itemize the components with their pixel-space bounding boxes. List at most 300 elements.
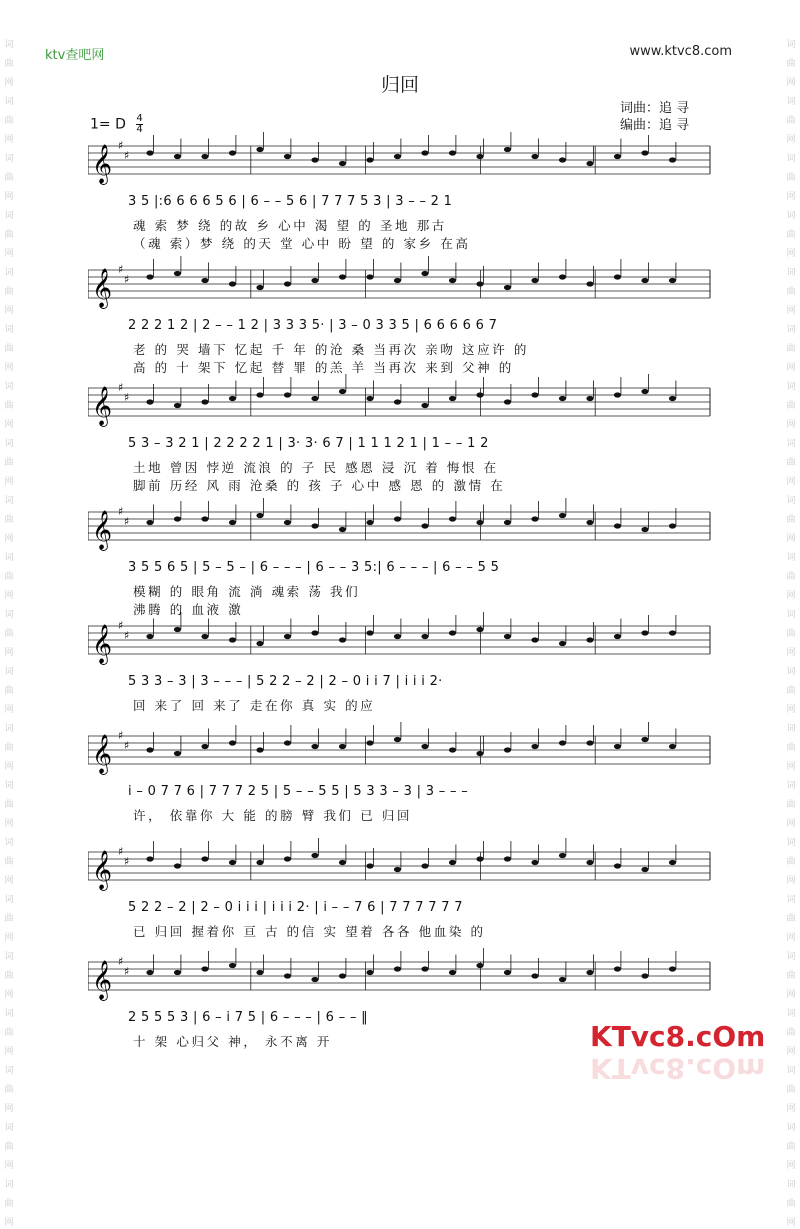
notehead bbox=[641, 527, 648, 532]
jianpu-line: i – 0 7 7 6 | 7 7 7 2 5 | 5 – – 5 5 | 5 3 3 – 3 | 3 – – – bbox=[128, 784, 469, 799]
notehead bbox=[559, 157, 566, 162]
notehead bbox=[284, 973, 291, 978]
watermark-glyph: 网 bbox=[786, 1104, 796, 1114]
notehead bbox=[256, 513, 263, 518]
notehead bbox=[449, 150, 456, 155]
jianpu-line: 5 3 – 3 2 1 | 2 2 2 2 1 | 3· 3· 6 7 | 1 1 1 2 1 | 1 – – 1 2 bbox=[128, 436, 489, 451]
lyric-line: 已 归回 握着你 亘 古 的信 实 望着 各各 他血染 的 bbox=[133, 924, 486, 939]
sharp-icon: ♯ bbox=[124, 739, 130, 752]
watermark-glyph: 词 bbox=[4, 724, 14, 734]
watermark-glyph: 曲 bbox=[786, 59, 796, 69]
score-system bbox=[88, 612, 713, 732]
watermark-glyph: 网 bbox=[4, 933, 14, 943]
watermark-glyph: 词 bbox=[4, 97, 14, 107]
staff bbox=[88, 838, 713, 898]
sharp-icon: ♯ bbox=[124, 515, 130, 528]
notehead bbox=[311, 396, 318, 401]
notehead bbox=[256, 147, 263, 152]
watermark-glyph: 曲 bbox=[786, 230, 796, 240]
notehead bbox=[614, 744, 621, 749]
notehead bbox=[669, 860, 676, 865]
sharp-icon: ♯ bbox=[118, 729, 124, 742]
notehead bbox=[504, 147, 511, 152]
notehead bbox=[614, 966, 621, 971]
notehead bbox=[256, 860, 263, 865]
watermark-glyph: 曲 bbox=[4, 971, 14, 981]
notehead bbox=[366, 396, 373, 401]
watermark-glyph: 曲 bbox=[4, 458, 14, 468]
watermark-glyph: 网 bbox=[4, 477, 14, 487]
notehead bbox=[201, 856, 208, 861]
sharp-icon: ♯ bbox=[124, 965, 130, 978]
watermark-glyph: 网 bbox=[786, 933, 796, 943]
watermark-glyph: 曲 bbox=[786, 971, 796, 981]
notehead bbox=[531, 744, 538, 749]
watermark-glyph: 网 bbox=[4, 648, 14, 658]
watermark-glyph: 词 bbox=[786, 40, 796, 50]
notehead bbox=[284, 634, 291, 639]
notehead bbox=[504, 634, 511, 639]
notehead bbox=[531, 860, 538, 865]
watermark-glyph: 词 bbox=[786, 97, 796, 107]
notehead bbox=[449, 516, 456, 521]
notehead bbox=[229, 637, 236, 642]
watermark-glyph: 词 bbox=[786, 268, 796, 278]
notehead bbox=[229, 520, 236, 525]
watermark-glyph: 曲 bbox=[786, 1085, 796, 1095]
watermark-glyph: 词 bbox=[786, 439, 796, 449]
notehead bbox=[476, 751, 483, 756]
notehead bbox=[421, 271, 428, 276]
lyricist-credit: 词曲：追 寻 bbox=[620, 101, 690, 116]
staff bbox=[88, 722, 713, 782]
notehead bbox=[421, 634, 428, 639]
notehead bbox=[339, 389, 346, 394]
watermark-glyph: 词 bbox=[4, 667, 14, 677]
watermark-glyph: 曲 bbox=[786, 572, 796, 582]
watermark-glyph: 词 bbox=[4, 268, 14, 278]
notehead bbox=[394, 966, 401, 971]
staff bbox=[88, 256, 713, 316]
notehead bbox=[366, 863, 373, 868]
notehead bbox=[669, 744, 676, 749]
notehead bbox=[586, 396, 593, 401]
notehead bbox=[504, 399, 511, 404]
watermark-glyph: 网 bbox=[786, 249, 796, 259]
notehead bbox=[531, 392, 538, 397]
staff bbox=[88, 612, 713, 672]
notehead bbox=[449, 630, 456, 635]
notehead bbox=[146, 747, 153, 752]
watermark-glyph: 曲 bbox=[4, 59, 14, 69]
watermark-glyph: 曲 bbox=[786, 458, 796, 468]
notehead bbox=[284, 740, 291, 745]
notehead bbox=[531, 516, 538, 521]
watermark-glyph: 词 bbox=[786, 952, 796, 962]
notehead bbox=[449, 747, 456, 752]
notehead bbox=[146, 274, 153, 279]
notehead bbox=[339, 161, 346, 166]
watermark-glyph: 曲 bbox=[4, 686, 14, 696]
watermark-glyph: 网 bbox=[786, 591, 796, 601]
notehead bbox=[146, 399, 153, 404]
score-system bbox=[88, 722, 713, 842]
watermark-glyph: 词 bbox=[4, 838, 14, 848]
notehead bbox=[256, 285, 263, 290]
watermark-glyph: 网 bbox=[4, 192, 14, 202]
watermark-glyph: 词 bbox=[4, 1180, 14, 1190]
watermark-glyph: 词 bbox=[4, 895, 14, 905]
treble-clef-icon: 𝄞 bbox=[92, 268, 113, 308]
watermark-glyph: 词 bbox=[4, 610, 14, 620]
watermark-glyph: 词 bbox=[4, 40, 14, 50]
watermark-glyph: 词 bbox=[786, 781, 796, 791]
notehead bbox=[366, 740, 373, 745]
watermark-glyph: 词 bbox=[4, 496, 14, 506]
watermark-glyph: 网 bbox=[4, 1218, 14, 1228]
notehead bbox=[421, 863, 428, 868]
watermark-glyph: 曲 bbox=[786, 116, 796, 126]
watermark-glyph: 网 bbox=[4, 762, 14, 772]
watermark-glyph: 网 bbox=[786, 819, 796, 829]
notehead bbox=[641, 867, 648, 872]
sharp-icon: ♯ bbox=[124, 391, 130, 404]
notehead bbox=[614, 863, 621, 868]
notehead bbox=[394, 516, 401, 521]
notehead bbox=[339, 860, 346, 865]
notehead bbox=[174, 970, 181, 975]
lyric-line: 高 的 十 架下 忆起 替 罪 的羔 羊 当再次 来到 父神 的 bbox=[133, 360, 514, 375]
notehead bbox=[641, 278, 648, 283]
notehead bbox=[174, 751, 181, 756]
notehead bbox=[311, 278, 318, 283]
staff bbox=[88, 132, 713, 192]
notehead bbox=[201, 744, 208, 749]
watermark-glyph: 词 bbox=[786, 382, 796, 392]
key-label: 1= D bbox=[90, 116, 126, 133]
watermark-glyph: 网 bbox=[786, 1047, 796, 1057]
sharp-icon: ♯ bbox=[124, 855, 130, 868]
edge-watermark-left bbox=[2, 40, 16, 1229]
watermark-glyph: 网 bbox=[786, 306, 796, 316]
notehead bbox=[421, 150, 428, 155]
notehead bbox=[311, 630, 318, 635]
watermark-glyph: 词 bbox=[4, 1066, 14, 1076]
watermark-glyph: 词 bbox=[786, 610, 796, 620]
watermark-glyph: 曲 bbox=[786, 515, 796, 525]
notehead bbox=[339, 274, 346, 279]
notehead bbox=[174, 516, 181, 521]
watermark-glyph: 词 bbox=[786, 667, 796, 677]
notehead bbox=[559, 977, 566, 982]
jianpu-line: 3 5 5 6 5 | 5 – 5 – | 6 – – – | 6 – – 3 5:| 6 – – – | 6 – – 5 5 bbox=[128, 560, 500, 575]
site-name-left[interactable]: ktv查吧网 bbox=[45, 48, 105, 63]
sharp-icon: ♯ bbox=[118, 263, 124, 276]
lyric-line: 魂 索 梦 绕 的故 乡 心中 渴 望 的 圣地 那古 bbox=[133, 218, 447, 233]
notehead bbox=[229, 150, 236, 155]
watermark-glyph: 曲 bbox=[786, 287, 796, 297]
staff bbox=[88, 948, 713, 1008]
watermark-glyph: 网 bbox=[786, 1161, 796, 1171]
notehead bbox=[256, 747, 263, 752]
notehead bbox=[201, 634, 208, 639]
notehead bbox=[311, 744, 318, 749]
notehead bbox=[229, 740, 236, 745]
notehead bbox=[531, 154, 538, 159]
watermark-glyph: 词 bbox=[786, 895, 796, 905]
watermark-glyph: 网 bbox=[786, 534, 796, 544]
notehead bbox=[229, 281, 236, 286]
notehead bbox=[669, 278, 676, 283]
notehead bbox=[201, 154, 208, 159]
watermark-glyph: 网 bbox=[4, 591, 14, 601]
notehead bbox=[504, 970, 511, 975]
watermark-glyph: 词 bbox=[786, 1066, 796, 1076]
notehead bbox=[586, 520, 593, 525]
notehead bbox=[586, 281, 593, 286]
notehead bbox=[229, 860, 236, 865]
watermark-glyph: 网 bbox=[4, 819, 14, 829]
watermark-glyph: 网 bbox=[4, 420, 14, 430]
lyric-line: 回 来了 回 来了 走在你 真 实 的应 bbox=[133, 698, 376, 713]
watermark-glyph: 词 bbox=[786, 1180, 796, 1190]
watermark-glyph: 曲 bbox=[786, 1028, 796, 1038]
notehead bbox=[201, 399, 208, 404]
notehead bbox=[201, 516, 208, 521]
sharp-icon: ♯ bbox=[124, 273, 130, 286]
notehead bbox=[614, 274, 621, 279]
watermark-glyph: 网 bbox=[786, 990, 796, 1000]
watermark-glyph: 曲 bbox=[4, 857, 14, 867]
jianpu-line: 5 2 2 – 2 | 2 – 0 i i i | i i i 2· | i – – 7 6 | 7 7 7 7 7 7 bbox=[128, 900, 463, 915]
watermark-glyph: 网 bbox=[786, 78, 796, 88]
staff bbox=[88, 374, 713, 434]
notehead bbox=[284, 856, 291, 861]
notehead bbox=[174, 863, 181, 868]
watermark-glyph: 词 bbox=[4, 1123, 14, 1133]
watermark-glyph: 曲 bbox=[4, 287, 14, 297]
watermark-glyph: 词 bbox=[786, 553, 796, 563]
notehead bbox=[174, 154, 181, 159]
watermark-glyph: 词 bbox=[4, 211, 14, 221]
watermark-glyph: 网 bbox=[4, 534, 14, 544]
watermark-glyph: 网 bbox=[786, 705, 796, 715]
watermark-glyph: 词 bbox=[4, 781, 14, 791]
watermark-glyph: 曲 bbox=[4, 572, 14, 582]
notehead bbox=[504, 856, 511, 861]
jianpu-line: 2 2 2 1 2 | 2 – – 1 2 | 3 3 3 5· | 3 – 0 3 3 5 | 6 6 6 6 6 7 bbox=[128, 318, 498, 333]
watermark-glyph: 曲 bbox=[786, 914, 796, 924]
notehead bbox=[174, 627, 181, 632]
watermark-glyph: 词 bbox=[4, 382, 14, 392]
notehead bbox=[146, 520, 153, 525]
lyric-line: 土地 曾因 悖逆 流浪 的 子 民 感恩 浸 沉 着 悔恨 在 bbox=[133, 460, 499, 475]
watermark-glyph: 曲 bbox=[4, 914, 14, 924]
notehead bbox=[174, 271, 181, 276]
notehead bbox=[146, 150, 153, 155]
notehead bbox=[394, 278, 401, 283]
notehead bbox=[311, 977, 318, 982]
watermark-glyph: 曲 bbox=[4, 743, 14, 753]
sharp-icon: ♯ bbox=[118, 505, 124, 518]
notehead bbox=[284, 154, 291, 159]
watermark-glyph: 词 bbox=[4, 154, 14, 164]
notehead bbox=[641, 737, 648, 742]
watermark-glyph: 曲 bbox=[786, 686, 796, 696]
watermark-glyph: 曲 bbox=[4, 344, 14, 354]
notehead bbox=[256, 970, 263, 975]
notehead bbox=[201, 278, 208, 283]
notehead bbox=[421, 403, 428, 408]
notehead bbox=[586, 860, 593, 865]
notehead bbox=[449, 970, 456, 975]
watermark-glyph: 曲 bbox=[786, 173, 796, 183]
sharp-icon: ♯ bbox=[118, 139, 124, 152]
lyric-line: 脚前 历经 风 雨 沧桑 的 孩 子 心中 感 恩 的 激情 在 bbox=[133, 478, 506, 493]
notehead bbox=[559, 641, 566, 646]
treble-clef-icon: 𝄞 bbox=[92, 144, 113, 184]
watermark-glyph: 网 bbox=[786, 135, 796, 145]
sharp-icon: ♯ bbox=[124, 629, 130, 642]
notehead bbox=[394, 867, 401, 872]
notehead bbox=[669, 630, 676, 635]
sharp-icon: ♯ bbox=[118, 955, 124, 968]
notehead bbox=[394, 154, 401, 159]
lyric-line: 模糊 的 眼角 流 淌 魂索 荡 我们 bbox=[133, 584, 361, 599]
watermark-glyph: 曲 bbox=[4, 230, 14, 240]
notehead bbox=[614, 154, 621, 159]
watermark-glyph: 词 bbox=[4, 1009, 14, 1019]
notehead bbox=[586, 161, 593, 166]
notehead bbox=[311, 853, 318, 858]
notehead bbox=[146, 856, 153, 861]
notehead bbox=[449, 860, 456, 865]
notehead bbox=[669, 396, 676, 401]
notehead bbox=[504, 747, 511, 752]
watermark-glyph: 网 bbox=[786, 762, 796, 772]
notehead bbox=[366, 274, 373, 279]
score-system bbox=[88, 498, 713, 618]
notehead bbox=[476, 520, 483, 525]
notehead bbox=[449, 278, 456, 283]
notehead bbox=[421, 523, 428, 528]
lyric-line: 沸腾 的 血液 激 bbox=[133, 602, 244, 617]
notehead bbox=[531, 637, 538, 642]
notehead bbox=[366, 520, 373, 525]
sharp-icon: ♯ bbox=[118, 619, 124, 632]
lyric-line: 十 架 心归父 神， 永不离 开 bbox=[133, 1034, 332, 1049]
notehead bbox=[366, 970, 373, 975]
notehead bbox=[339, 527, 346, 532]
site-logo[interactable]: KTvc8.cOm bbox=[590, 1020, 766, 1053]
notehead bbox=[476, 963, 483, 968]
watermark-glyph: 网 bbox=[4, 78, 14, 88]
watermark-glyph: 曲 bbox=[786, 857, 796, 867]
notehead bbox=[476, 154, 483, 159]
watermark-glyph: 网 bbox=[786, 192, 796, 202]
watermark-glyph: 曲 bbox=[786, 1142, 796, 1152]
watermark-glyph: 词 bbox=[786, 1009, 796, 1019]
watermark-glyph: 词 bbox=[786, 496, 796, 506]
treble-clef-icon: 𝄞 bbox=[92, 386, 113, 426]
lyric-line: 许， 依靠你 大 能 的膀 臂 我们 已 归回 bbox=[133, 808, 413, 823]
watermark-glyph: 词 bbox=[4, 439, 14, 449]
watermark-glyph: 曲 bbox=[786, 1199, 796, 1209]
watermark-glyph: 词 bbox=[786, 154, 796, 164]
watermark-glyph: 网 bbox=[4, 135, 14, 145]
notehead bbox=[669, 966, 676, 971]
notehead bbox=[421, 744, 428, 749]
treble-clef-icon: 𝄞 bbox=[92, 850, 113, 890]
notehead bbox=[531, 278, 538, 283]
notehead bbox=[311, 157, 318, 162]
watermark-glyph: 曲 bbox=[4, 1199, 14, 1209]
watermark-glyph: 网 bbox=[4, 705, 14, 715]
notehead bbox=[559, 513, 566, 518]
watermark-glyph: 曲 bbox=[786, 629, 796, 639]
notehead bbox=[614, 392, 621, 397]
notehead bbox=[366, 630, 373, 635]
watermark-glyph: 网 bbox=[786, 876, 796, 886]
notehead bbox=[476, 627, 483, 632]
watermark-glyph: 曲 bbox=[4, 401, 14, 411]
watermark-glyph: 曲 bbox=[4, 800, 14, 810]
notehead bbox=[366, 157, 373, 162]
notehead bbox=[394, 737, 401, 742]
watermark-glyph: 曲 bbox=[786, 800, 796, 810]
notehead bbox=[394, 399, 401, 404]
notehead bbox=[476, 392, 483, 397]
notehead bbox=[641, 389, 648, 394]
notehead bbox=[339, 744, 346, 749]
notehead bbox=[641, 150, 648, 155]
notehead bbox=[339, 637, 346, 642]
staff bbox=[88, 498, 713, 558]
jianpu-line: 3 5 |:6 6 6 6 5 6 | 6 – – 5 6 | 7 7 7 5 3 | 3 – – 2 1 bbox=[128, 194, 453, 209]
notehead bbox=[256, 641, 263, 646]
notehead bbox=[339, 973, 346, 978]
score-system bbox=[88, 374, 713, 494]
notehead bbox=[559, 853, 566, 858]
watermark-glyph: 曲 bbox=[786, 743, 796, 753]
watermark-glyph: 网 bbox=[786, 363, 796, 373]
notehead bbox=[284, 281, 291, 286]
watermark-glyph: 网 bbox=[786, 1218, 796, 1228]
notehead bbox=[641, 630, 648, 635]
watermark-glyph: 网 bbox=[786, 420, 796, 430]
notehead bbox=[669, 157, 676, 162]
credits bbox=[620, 100, 689, 134]
notehead bbox=[504, 520, 511, 525]
notehead bbox=[614, 523, 621, 528]
notehead bbox=[586, 740, 593, 745]
watermark-glyph: 曲 bbox=[4, 1085, 14, 1095]
notehead bbox=[421, 966, 428, 971]
treble-clef-icon: 𝄞 bbox=[92, 624, 113, 664]
notehead bbox=[256, 392, 263, 397]
watermark-glyph: 网 bbox=[4, 1161, 14, 1171]
notehead bbox=[476, 856, 483, 861]
notehead bbox=[559, 274, 566, 279]
notehead bbox=[201, 966, 208, 971]
score-system bbox=[88, 132, 713, 252]
watermark-glyph: 词 bbox=[4, 325, 14, 335]
treble-clef-icon: 𝄞 bbox=[92, 510, 113, 550]
watermark-glyph: 网 bbox=[4, 876, 14, 886]
notehead bbox=[586, 637, 593, 642]
site-url-right[interactable]: www.ktvc8.com bbox=[629, 44, 732, 59]
watermark-glyph: 曲 bbox=[4, 629, 14, 639]
